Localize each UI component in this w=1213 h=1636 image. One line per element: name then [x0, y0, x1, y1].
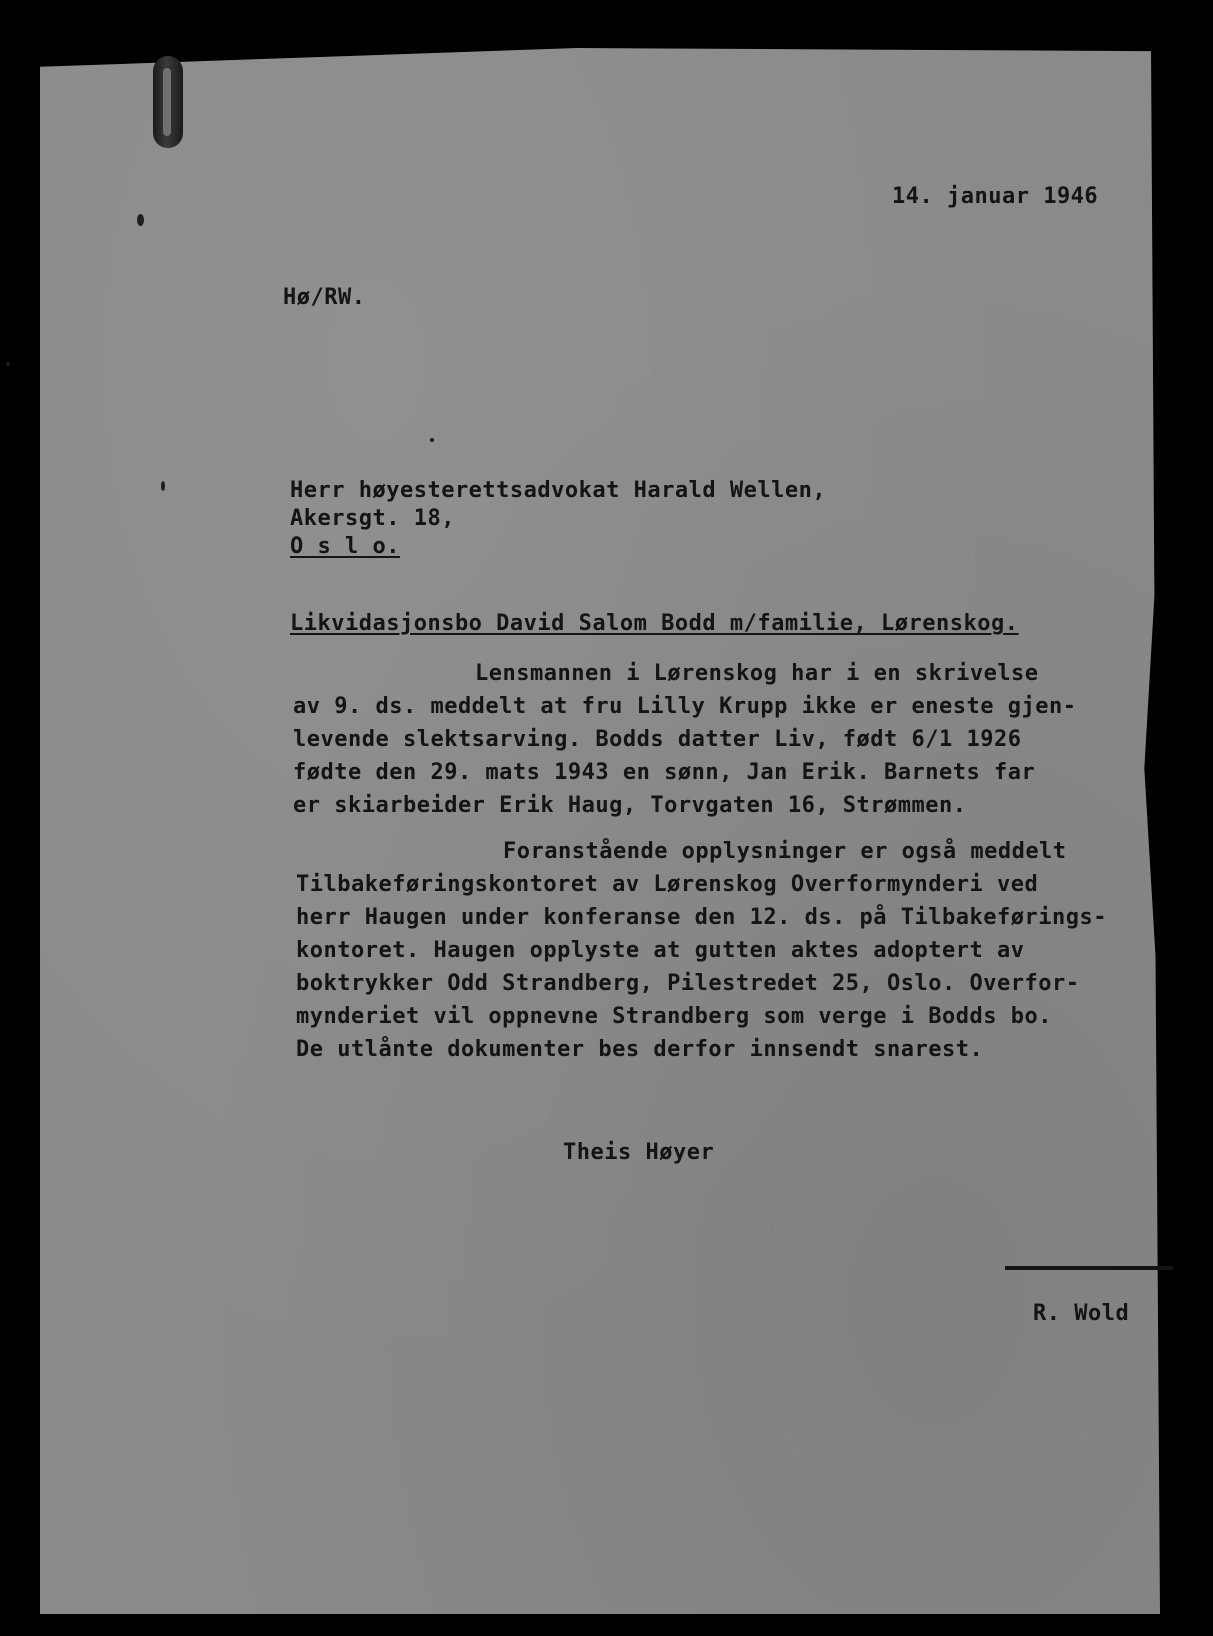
- recipient-street: Akersgt. 18,: [290, 506, 455, 531]
- paragraph-line: Lensmannen i Lørenskog har i en skrivelse: [475, 661, 1039, 686]
- paragraph-line: av 9. ds. meddelt at fru Lilly Krupp ikke er eneste gjen-: [293, 694, 1077, 719]
- paper-clip-mark: [153, 56, 183, 148]
- reference-code: Hø/RW.: [283, 285, 366, 310]
- paragraph-line: Tilbakeføringskontoret av Lørenskog Overformynderi ved: [296, 872, 1039, 897]
- paragraph-line: fødte den 29. mats 1943 en sønn, Jan Erik. Barnets far: [293, 760, 1036, 785]
- ink-speck: [137, 214, 144, 226]
- copy-recipient: R. Wold: [1033, 1301, 1130, 1326]
- ink-speck: [6, 362, 10, 366]
- copy-divider: [1005, 1266, 1173, 1270]
- ink-speck: [430, 438, 434, 442]
- letter-date: 14. januar 1946: [892, 184, 1099, 209]
- paragraph-line: boktrykker Odd Strandberg, Pilestredet 25, Oslo. Overfor-: [296, 971, 1080, 996]
- paragraph-line: er skiarbeider Erik Haug, Torvgaten 16, Strømmen.: [293, 793, 967, 818]
- paragraph-line: Foranstående opplysninger er også meddelt: [503, 839, 1067, 864]
- paper-sheet: [40, 48, 1160, 1614]
- paragraph-line: De utlånte dokumenter bes derfor innsendt snarest.: [296, 1037, 984, 1062]
- paragraph-line: kontoret. Haugen opplyste at gutten aktes adoptert av: [296, 938, 1025, 963]
- paragraph-line: herr Haugen under konferanse den 12. ds. på Tilbakeførings-: [296, 905, 1107, 930]
- paragraph-line: levende slektsarving. Bodds datter Liv, født 6/1 1926: [293, 727, 1022, 752]
- signature-name: Theis Høyer: [563, 1140, 715, 1165]
- ink-speck: [161, 481, 165, 491]
- recipient-city: O s l o.: [290, 534, 400, 559]
- subject-line: Likvidasjonsbo David Salom Bodd m/familie, Lørenskog.: [290, 611, 1019, 636]
- recipient-name: Herr høyesterettsadvokat Harald Wellen,: [290, 478, 827, 503]
- paragraph-line: mynderiet vil oppnevne Strandberg som verge i Bodds bo.: [296, 1004, 1052, 1029]
